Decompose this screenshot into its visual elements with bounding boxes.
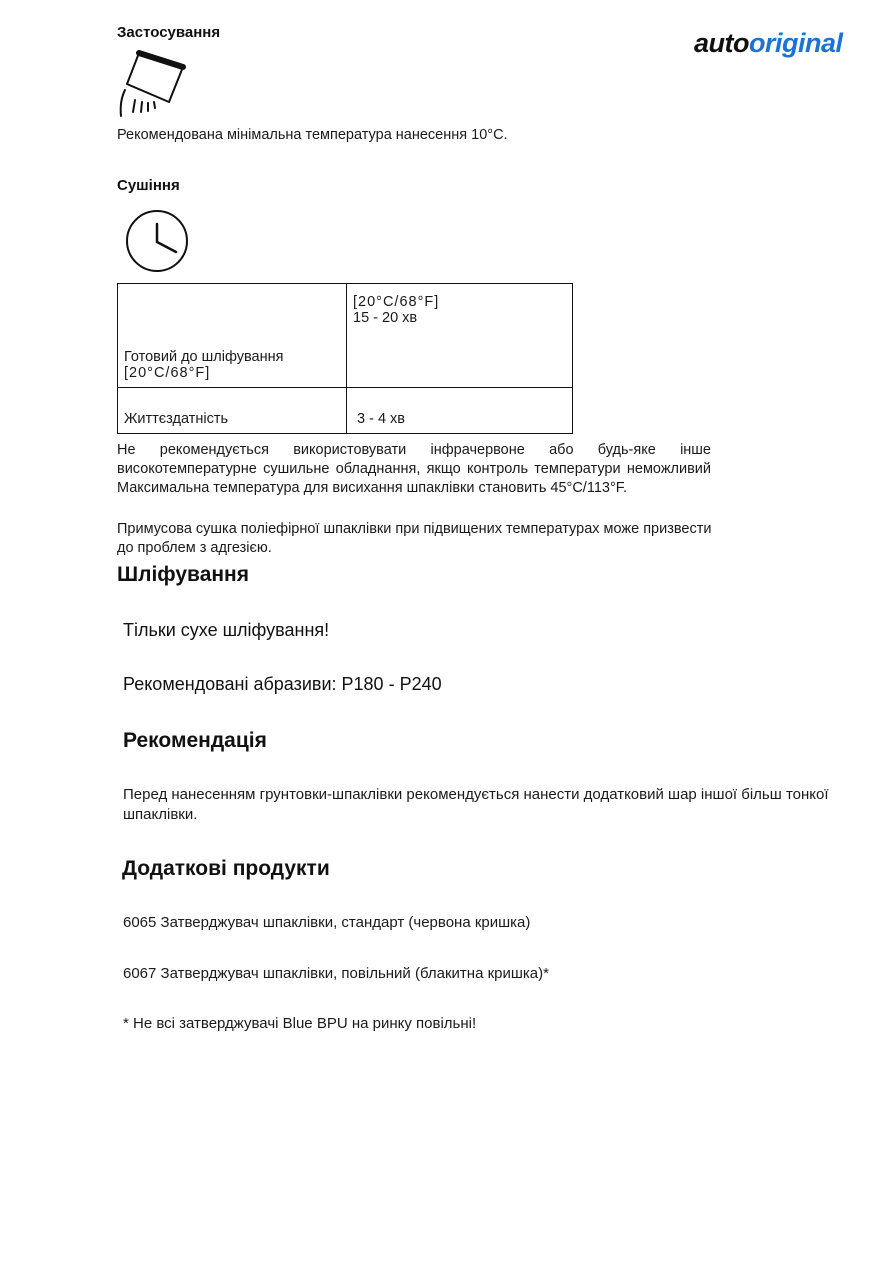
table-cell-label — [118, 284, 347, 388]
infrared-warning-text: Не рекомендується використовувати інфрачервоне або будь-яке інше високотемпературне сушильне обладнання, якщо контроль температури неможливий Максимальна температура для висихання шпаклівки становить 45°С/113°F. — [117, 442, 711, 496]
ready-for-sanding-label: Готовий до шліфування — [124, 349, 284, 365]
ready-for-sanding-condition: [20°C/68°F] — [124, 365, 211, 381]
min-temperature-text: Рекомендована мінімальна температура нанесення 10°С. — [117, 127, 508, 143]
table-row — [118, 388, 573, 434]
pot-life-value: 3 - 4 хв — [347, 388, 573, 434]
recommended-abrasives-text: Рекомендовані абразиви: Р180 - Р240 — [123, 674, 442, 694]
additional-products-heading: Додаткові продукти — [122, 857, 330, 880]
logo-text-original: original — [749, 28, 843, 58]
recommendation-heading: Рекомендація — [123, 729, 267, 752]
product-item-6065: 6065 Затверджувач шпаклівки, стандарт (червона кришка) — [123, 914, 531, 931]
hardener-footnote: * Не всі затверджувачі Blue BPU на ринку повільні! — [123, 1015, 477, 1032]
ready-for-sanding-condition-value: [20°C/68°F] — [353, 294, 440, 310]
forced-drying-note: Примусова сушка поліефірної шпаклівки при підвищених температурах може призвести до проблем з адгезією. — [117, 521, 712, 556]
table-row — [118, 284, 573, 388]
logo-text-auto: auto — [694, 28, 749, 58]
table-cell-value — [347, 284, 573, 388]
recommendation-text: Перед нанесенням грунтовки-шпаклівки рекомендується нанести додатковий шар іншої більш тонкої шпаклівки. — [123, 786, 829, 823]
drying-heading: Сушіння — [117, 177, 180, 194]
autooriginal-logo — [694, 28, 843, 59]
sanding-heading: Шліфування — [117, 563, 249, 586]
drying-table — [117, 283, 573, 434]
spatula-icon — [117, 50, 187, 118]
clock-icon — [124, 209, 190, 275]
ready-for-sanding-time: 15 - 20 хв — [353, 310, 418, 326]
product-item-6067: 6067 Затверджувач шпаклівки, повільний (блакитна кришка)* — [123, 965, 549, 982]
application-heading: Застосування — [117, 24, 221, 41]
dry-sanding-only-text: Тільки сухе шліфування! — [123, 620, 330, 640]
pot-life-label: Життєздатність — [118, 388, 347, 434]
